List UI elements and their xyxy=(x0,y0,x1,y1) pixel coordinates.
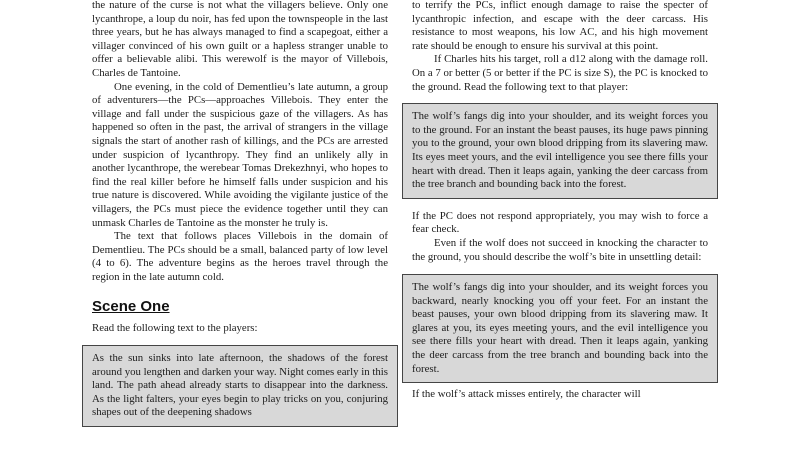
read-aloud-box-knockdown xyxy=(402,103,718,199)
paragraph-even-if-wolf: Even if the wolf does not succeed in knocking the character to the ground, you should describe the wolf’s bite in unsettling detail: xyxy=(412,236,708,263)
read-aloud-box-bite-text: The wolf’s fangs dig into your shoulder, and its weight forces you backward, nearly knocking you off your feet. For an instant the beast pauses, your own blood dripping from its slavering maw. It glares at you, its eyes meeting yours, and the evil intelligence you see there fills your heart with dread. Then it leaps again, yanking the deer carcass from the tree branch and bounding back into the forest. xyxy=(412,281,708,375)
paragraph-if-charles-hits: If Charles hits his target, roll a d12 along with the damage roll. On a 7 or better (5 or better if the PC is size S), the PC is knocked to the ground. Read the following text to that player: xyxy=(412,53,708,93)
read-aloud-box-forest-text: As the sun sinks into late afternoon, the shadows of the forest around you lengthen and darken your way. Night comes early in this land. The path ahead already starts to disappear into the darkness. As the light falters, your eyes begin to play tricks on you, conjuring shapes out of the deepening shadows xyxy=(92,352,388,419)
paragraph-the-text-that-follows: The text that follows places Villebois in the domain of Dementlieu. The PCs should be a small, balanced party of low level (4 to 6). The adventure begins as the heroes travel through the region in the late autumn cold. xyxy=(92,230,388,283)
right-column xyxy=(402,0,718,402)
scene-one-heading: Scene One xyxy=(92,298,170,316)
paragraph-fear-check: If the PC does not respond appropriately, you may wish to force a fear check. xyxy=(412,209,708,236)
left-column xyxy=(82,0,398,427)
paragraph-partial-bottom: If the wolf’s attack misses entirely, the character will xyxy=(412,388,641,401)
read-aloud-intro: Read the following text to the players: xyxy=(92,322,258,335)
paragraph-curse-continuation: the nature of the curse is not what the villagers believe. Only one lycanthrope, a loup du noir, has fed upon the townspeople in the last three years, but he has always managed to find a scapegoat, either a villager convinced of his own guilt or a hapless stranger unable to offer a believable alibi. This werewolf is the mayor of Villebois, Charles de Tantoine. xyxy=(92,0,388,79)
paragraph-one-evening: One evening, in the cold of Dementlieu’s late autumn, a group of adventurers—the PCs—approaches Villebois. They enter the village and fall under the suspicious gaze of the villagers. As has happened so often in the past, the arrival of strangers in the village signals the start of another rash of killings, and the PCs are arrested under suspicion of lycanthropy. They find an unlikely ally in another lycanthrope, the werebear Tomas Drekezhnyi, who hopes to find the real killer before he himself falls under suspicion and his true nature is discovered. While avoiding the vigilante justice of the villagers, the PCs must piece the evidence together until they can unmask Charles de Tantoine as the monster he truly is. xyxy=(92,80,388,229)
read-aloud-box-knockdown-text: The wolf’s fangs dig into your shoulder, and its weight forces you to the ground. For an instant the beast pauses, its huge paws pinning you to the ground, your own blood dripping from its slavering maw. Its eyes meet yours, and the evil intelligence you see there fills your heart with dread. Then it leaps again, yanking the deer carcass from the tree branch and bounding back into the forest. xyxy=(412,110,708,191)
paragraph-terrify-continuation: to terrify the PCs, inflict enough damage to raise the specter of lycanthropic infection, and escape with the deer carcass. His resistance to most weapons, his low AC, and his high movement rate should be enough to ensure his survival at this point. xyxy=(412,0,708,52)
read-aloud-box-forest xyxy=(82,345,398,427)
read-aloud-box-bite xyxy=(402,274,718,383)
